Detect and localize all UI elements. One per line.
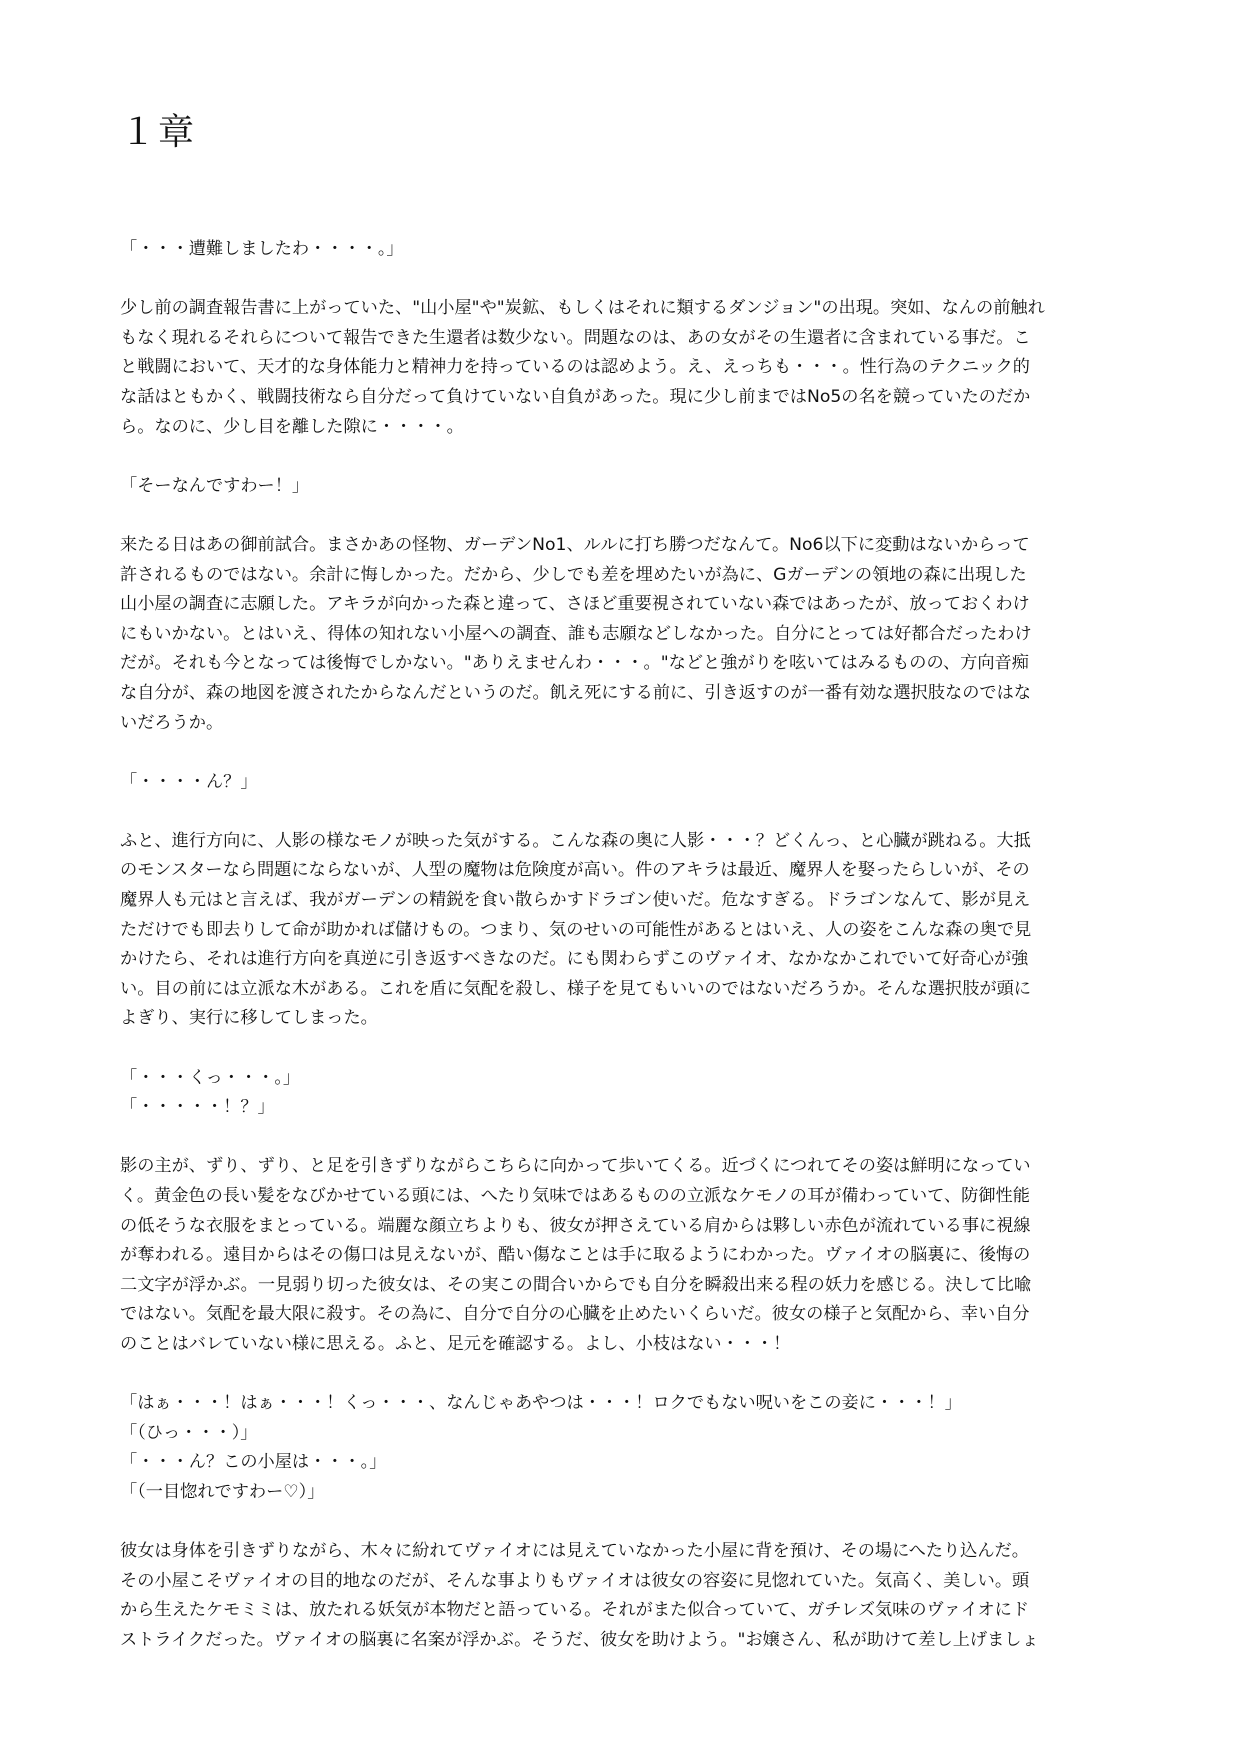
- text-line: 来たる日はあの御前試合。まさかあの怪物、ガーデンNo1、ルルに打ち勝つだなんて。No6以下に変動はないからって: [120, 534, 1030, 555]
- text-line: のことはバレていない様に思える。ふと、足元を確認する。よし、小枝はない・・・！: [120, 1333, 791, 1354]
- text-line: ふと、進行方向に、人影の様なモノが映った気がする。こんな森の奥に人影・・・？どくんっ、と心臓が跳ねる。大抵: [120, 830, 1031, 851]
- text-line: にもいかない。とはいえ、得体の知れない小屋への調査、誰も志願などしなかった。自分にとっては好都合だったわけ: [120, 623, 1032, 644]
- text-line: 「はぁ・・・！はぁ・・・！くっ・・・、なんじゃあやつは・・・！ロクでもない呪いをこの妾に・・・！」: [120, 1393, 962, 1414]
- text-line: もなく現れるそれらについて報告できた生還者は数少ない。問題なのは、あの女がその生還者に含まれている事だ。こ: [120, 327, 1031, 348]
- text-line: ら。なのに、少し目を離した隙に・・・・。: [120, 416, 464, 437]
- paragraph: [120, 1537, 1130, 1655]
- text-line: だが。それも今となっては後悔でしかない。"ありえませんわ・・・。"などと強がりを呟いてはみるものの、方向音痴: [120, 653, 1029, 674]
- text-line: から生えたケモミミは、放たれる妖気が本物だと語っている。それがまた似合っていて、ガチレズ気味のヴァイオにド: [120, 1600, 1030, 1621]
- text-line: な話はともかく、戦闘技術なら自分だって負けていない自負があった。現に少し前まではNo5の名を競っていたのだか: [120, 386, 1031, 407]
- paragraph: [120, 531, 1130, 738]
- paragraph: [120, 294, 1130, 442]
- text-line: のモンスターなら問題にならないが、人型の魔物は危険度が高い。件のアキラは最近、魔界人を娶ったらしいが、その: [120, 860, 1030, 881]
- text-line: と戦闘において、天才的な身体能力と精神力を持っているのは認めよう。え、えっちも・・・。性行為のテクニック的: [120, 357, 1030, 378]
- text-line: 「・・・・ん？」: [120, 771, 258, 792]
- text-line: かけたら、それは進行方向を真逆に引き返すべきなのだ。にも関わらずこのヴァイオ、なかなかこれでいて好奇心が強: [120, 949, 1029, 970]
- paragraph: [120, 827, 1130, 1034]
- text-line: ではない。気配を最大限に殺す。その為に、自分で自分の心臓を止めたいくらいだ。彼女の様子と気配から、幸い自分: [120, 1304, 1030, 1325]
- paragraph: [120, 1064, 1130, 1123]
- text-line: い。目の前には立派な木がある。これを盾に気配を殺し、様子を見てもいいのではないだろうか。そんな選択肢が頭に: [120, 978, 1031, 999]
- text-line: 影の主が、ずり、ずり、と足を引きずりながらこちらに向かって歩いてくる。近づくにつれてその姿は鮮明になってい: [120, 1156, 1031, 1177]
- text-line: 少し前の調査報告書に上がっていた、"山小屋"や"炭鉱、もしくはそれに類するダンジョン"の出現。突如、なんの前触れ: [120, 298, 1045, 319]
- paragraph: [120, 1389, 1130, 1507]
- text-line: よぎり、実行に移してしまった。: [120, 1008, 378, 1029]
- text-line: 許されるものではない。余計に悔しかった。だから、少しでも差を埋めたいが為に、Gガーデンの領地の森に出現した: [120, 564, 1027, 585]
- text-line: 「・・・遭難しましたわ・・・・。」: [120, 239, 404, 259]
- paragraph: [120, 768, 1130, 798]
- paragraph: [120, 1152, 1130, 1359]
- text-line: く。黄金色の長い髪をなびかせている頭には、へたり気味ではあるものの立派なケモノの耳が備わっていて、防御性能: [120, 1186, 1030, 1206]
- text-line: 「そーなんですわー！」: [120, 475, 310, 496]
- text-line: いだろうか。: [120, 712, 224, 733]
- chapter-title: １章: [120, 112, 197, 153]
- text-line: その小屋こそヴァイオの目的地なのだが、そんな事よりもヴァイオは彼女の容姿に見惚れていた。気高く、美しい。頭: [120, 1570, 1030, 1591]
- paragraph: [120, 235, 1130, 265]
- text-line: ストライクだった。ヴァイオの脳裏に名案が浮かぶ。そうだ、彼女を助けよう。"お嬢さん、私が助けて差し上げましょ: [120, 1629, 1039, 1650]
- text-line: 二文字が浮かぶ。一見弱り切った彼女は、その実この間合いからでも自分を瞬殺出来る程の妖力を感じる。決して比喩: [120, 1274, 1032, 1295]
- text-line: の低そうな衣服をまとっている。端麗な顔立ちよりも、彼女が押さえている肩からは夥しい赤色が流れている事に視線: [120, 1215, 1031, 1236]
- text-line: 「（一目惚れですわー♡）」: [120, 1481, 325, 1502]
- text-line: 彼女は身体を引きずりながら、木々に紛れてヴァイオには見えていなかった小屋に背を預け、その場にへたり込んだ。: [120, 1541, 1029, 1562]
- text-line: 魔界人も元はと言えば、我がガーデンの精鋭を食い散らかすドラゴン使いだ。危なすぎる。ドラゴンなんて、影が見え: [120, 890, 1031, 911]
- document-page: [120, 108, 1130, 1685]
- text-line: が奪われる。遠目からはその傷口は見えないが、酷い傷なことは手に取るようにわかった。ヴァイオの脳裏に、後悔の: [120, 1245, 1031, 1266]
- text-line: 「・・・・・！？」: [120, 1097, 275, 1118]
- paragraph: [120, 472, 1130, 502]
- text-line: 山小屋の調査に志願した。アキラが向かった森と違って、さほど重要視されていない森ではあったが、放っておくわけ: [120, 594, 1030, 615]
- text-line: 「（ひっ・・・）」: [120, 1422, 258, 1443]
- text-line: ただけでも即去りして命が助かれば儲けもの。つまり、気のせいの可能性があるとはいえ、人の姿をこんな森の奥で見: [120, 919, 1032, 940]
- text-line: 「・・・ん？この小屋は・・・。」: [120, 1452, 387, 1473]
- document-body: [120, 235, 1130, 1656]
- text-line: な自分が、森の地図を渡されたからなんだというのだ。飢え死にする前に、引き返すのが一番有効な選択肢なのではな: [120, 682, 1031, 703]
- text-line: 「・・・くっ・・・。」: [120, 1067, 301, 1088]
